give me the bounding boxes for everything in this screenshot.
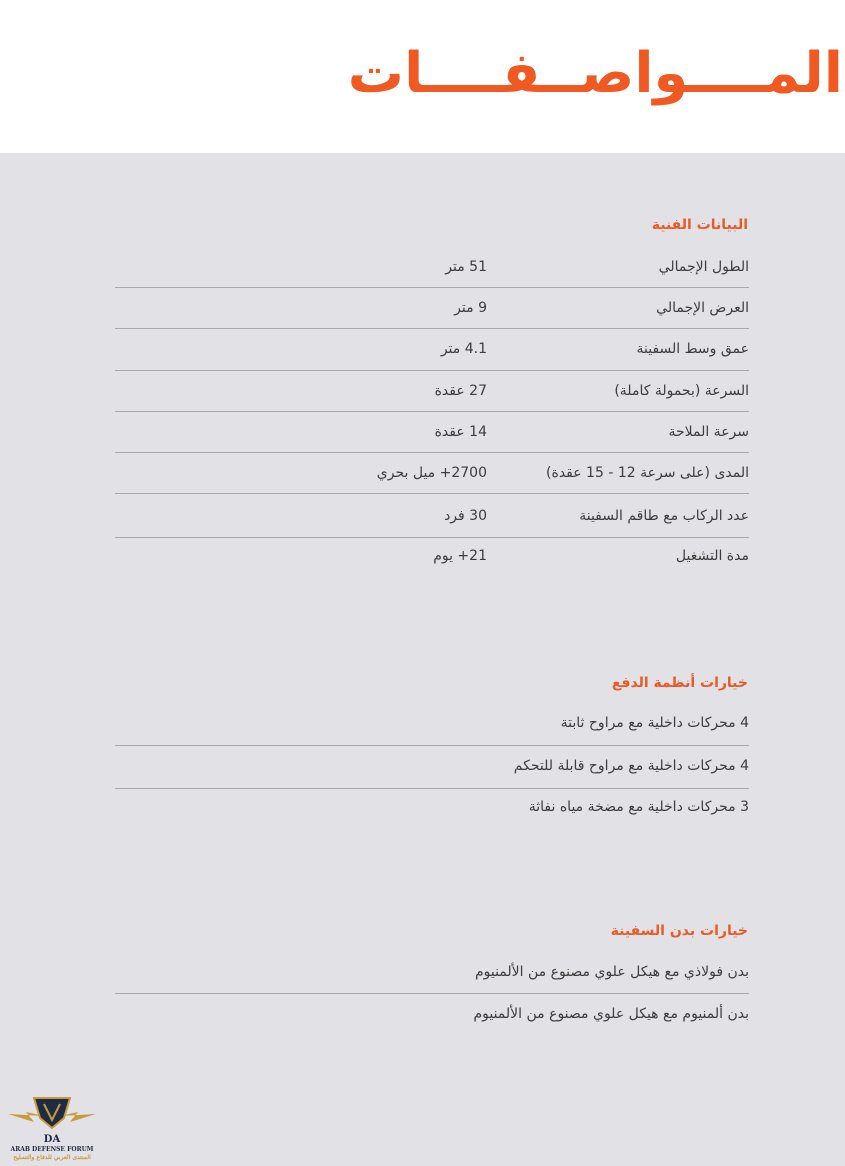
table-row bbox=[115, 453, 749, 494]
list-item bbox=[115, 994, 749, 1034]
table-row bbox=[115, 412, 749, 453]
propulsion-heading: خيارات أنظمة الدفع bbox=[611, 675, 748, 691]
table-row bbox=[115, 248, 749, 288]
list-item bbox=[115, 746, 749, 789]
propulsion-option: 4 محركات داخلية مع مراوح ثابتة bbox=[560, 715, 749, 731]
spec-label: العرض الإجمالي bbox=[656, 300, 749, 316]
spec-value: 4.1 متر bbox=[440, 341, 487, 357]
table-row bbox=[115, 288, 749, 329]
spec-value: 27 عقدة bbox=[434, 383, 487, 399]
spec-label: عمق وسط السفينة bbox=[636, 341, 749, 357]
spec-value: 2700+ ميل بحري bbox=[376, 465, 487, 481]
logo-arabic-name: المنتدى العربي للدفاع والتسليح bbox=[13, 1154, 91, 1161]
spec-value: 51 متر bbox=[445, 259, 487, 275]
logo-monogram: DA bbox=[43, 1134, 61, 1145]
hull-heading: خيارات بدن السفينة bbox=[610, 923, 748, 939]
spec-panel bbox=[0, 153, 845, 1166]
list-item bbox=[115, 953, 749, 994]
hull-option: بدن فولاذي مع هيكل علوي مصنوع من الألمنيوم bbox=[474, 964, 749, 980]
logo-name: ARAB DEFENSE FORUM bbox=[10, 1146, 94, 1153]
watermark-logo bbox=[4, 1092, 100, 1164]
hull-option: بدن ألمنيوم مع هيكل علوي مصنوع من الألمنيوم bbox=[473, 1006, 749, 1022]
table-row bbox=[115, 329, 749, 371]
list-item bbox=[115, 789, 749, 829]
page-title: المــــواصــفــــات bbox=[347, 41, 843, 106]
specs-heading: البيانات الفنية bbox=[651, 217, 748, 233]
spec-label: مدة التشغيل bbox=[675, 548, 749, 564]
spec-value: 14 عقدة bbox=[434, 424, 487, 440]
spec-value: 30 فرد bbox=[444, 508, 487, 524]
spec-label: المدى (على سرعة 12 - 15 عقدة) bbox=[546, 465, 749, 481]
propulsion-list bbox=[115, 705, 749, 829]
spec-value: 9 متر bbox=[454, 300, 487, 316]
list-item bbox=[115, 705, 749, 746]
table-row bbox=[115, 538, 749, 578]
propulsion-option: 4 محركات داخلية مع مراوح قابلة للتحكم bbox=[513, 758, 749, 774]
spec-label: السرعة (بحمولة كاملة) bbox=[614, 383, 749, 399]
spec-label: عدد الركاب مع طاقم السفينة bbox=[579, 508, 749, 524]
table-row bbox=[115, 371, 749, 412]
hull-list bbox=[115, 953, 749, 1034]
specs-table bbox=[115, 248, 749, 578]
table-row bbox=[115, 494, 749, 538]
spec-label: الطول الإجمالي bbox=[658, 259, 749, 275]
spec-label: سرعة الملاحة bbox=[668, 424, 749, 440]
propulsion-option: 3 محركات داخلية مع مضخة مياه نفاثة bbox=[528, 799, 749, 815]
spec-value: 21+ يوم bbox=[433, 548, 487, 564]
